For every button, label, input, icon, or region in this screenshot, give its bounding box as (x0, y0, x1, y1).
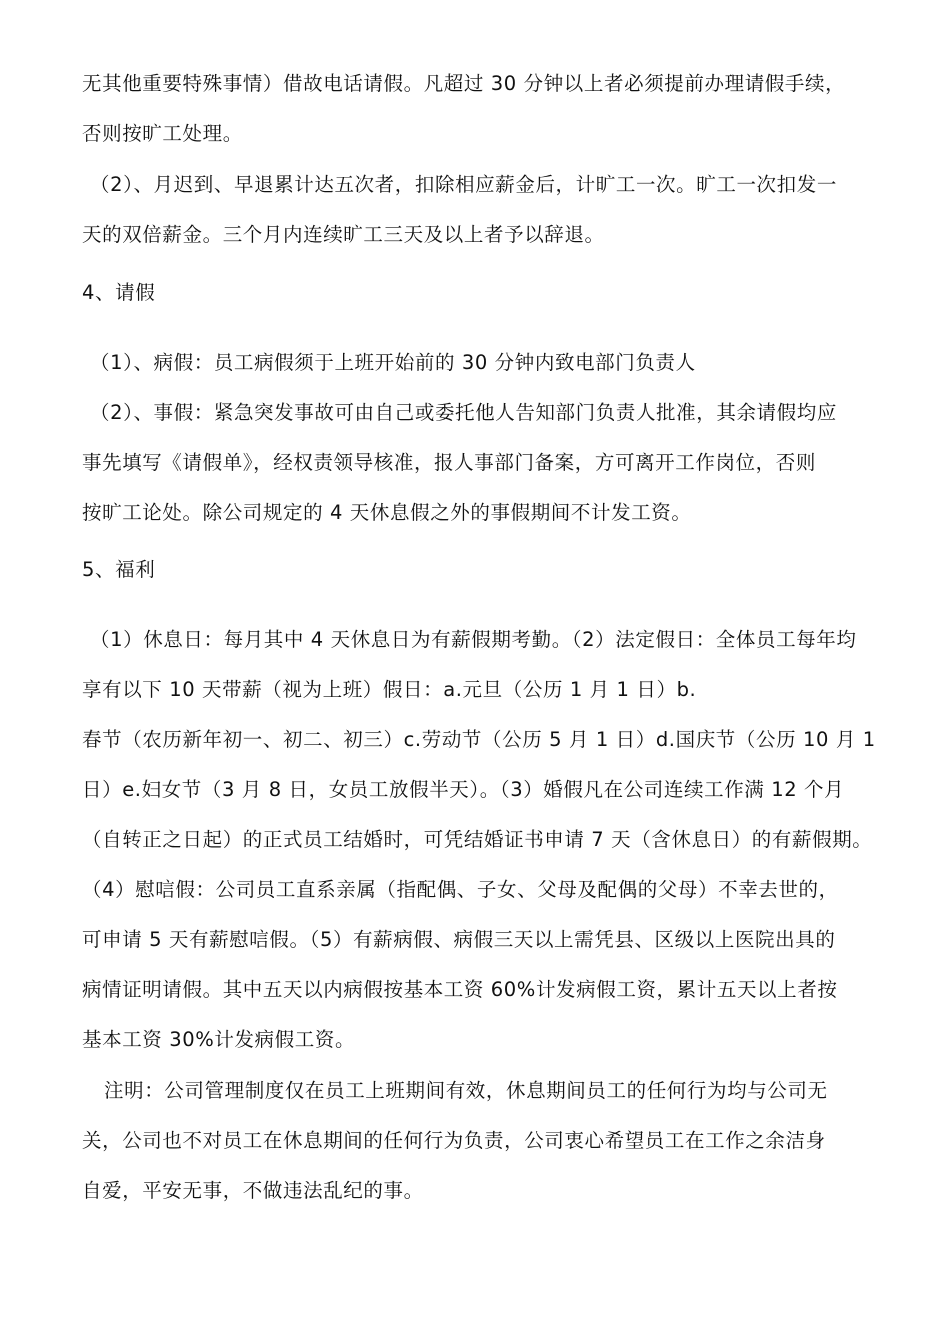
note-line: 自爱，平安无事，不做违法乱纪的事。 (82, 1179, 424, 1202)
text-line: （1）休息日：每月其中 4 天休息日为有薪假期考勤。（2）法定假日：全体员工每年均 (90, 628, 857, 651)
text-line: （1）、病假：员工病假须于上班开始前的 30 分钟内致电部门负责人 (90, 351, 696, 374)
text-line: 否则按旷工处理。 (82, 122, 243, 145)
note-line: 注明：公司管理制度仅在员工上班期间有效，休息期间员工的任何行为均与公司无 (104, 1079, 828, 1102)
section-heading-benefits: 5、福利 (82, 558, 156, 581)
text-line: （2）、月迟到、早退累计达五次者，扣除相应薪金后，计旷工一次。旷工一次扣发一 (90, 173, 837, 196)
note-line: 关，公司也不对员工在休息期间的任何行为负责，公司衷心希望员工在工作之余洁身 (82, 1129, 826, 1152)
text-line: 享有以下 10 天带薪（视为上班）假日：a.元旦（公历 1 月 1 日）b. (82, 678, 697, 701)
text-line: 基本工资 30%计发病假工资。 (82, 1028, 356, 1051)
text-line: 病情证明请假。其中五天以内病假按基本工资 60%计发病假工资，累计五天以上者按 (82, 978, 838, 1001)
text-line: （2）、事假：紧急突发事故可由自己或委托他人告知部门负责人批准，其余请假均应 (90, 401, 837, 424)
text-line: （4）慰唁假：公司员工直系亲属（指配偶、子女、父母及配偶的父母）不幸去世的， (82, 878, 839, 901)
text-line: 事先填写《请假单》，经权责领导核准，报人事部门备案，方可离开工作岗位，否则 (82, 451, 816, 474)
text-line: 按旷工论处。除公司规定的 4 天休息假之外的事假期间不计发工资。 (82, 501, 692, 524)
text-line: 天的双倍薪金。三个月内连续旷工三天及以上者予以辞退。 (82, 223, 605, 246)
text-line: （自转正之日起）的正式员工结婚时，可凭结婚证书申请 7 天（含休息日）的有薪假期。 (82, 828, 873, 851)
text-line: 日）e.妇女节（3 月 8 日，女员工放假半天）。（3）婚假凡在公司连续工作满 12 个月 (82, 778, 845, 801)
text-line: 可申请 5 天有薪慰唁假。（5）有薪病假、病假三天以上需凭县、区级以上医院出具的 (82, 928, 836, 951)
text-line: 无其他重要特殊事情）借故电话请假。凡超过 30 分钟以上者必须提前办理请假手续， (82, 72, 846, 95)
section-heading-leave: 4、请假 (82, 281, 156, 304)
text-line: 春节（农历新年初一、初二、初三）c.劳动节（公历 5 月 1 日）d.国庆节（公历 10 月 1 (82, 728, 876, 751)
